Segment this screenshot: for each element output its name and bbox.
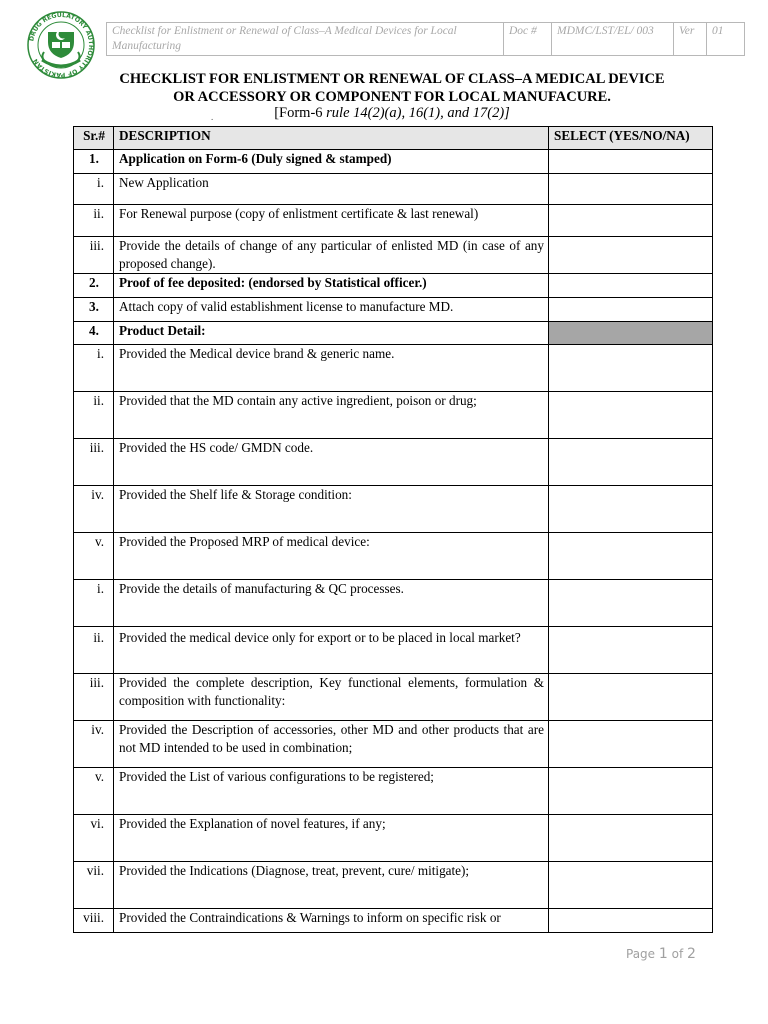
row-description: Proof of fee deposited: (endorsed by Statistical officer.) <box>114 274 549 298</box>
row-description: Product Detail: <box>114 322 549 345</box>
select-cell[interactable] <box>549 205 713 237</box>
page-title <box>74 70 710 106</box>
stray-dot: . <box>211 112 214 122</box>
table-row <box>74 205 713 237</box>
page-current: 1 <box>658 946 668 962</box>
row-sr: vii. <box>74 862 114 909</box>
form-name: [Form-6 <box>274 105 327 121</box>
row-sr: viii. <box>74 909 114 933</box>
select-cell[interactable] <box>549 815 713 862</box>
row-sr: iv. <box>74 721 114 768</box>
table-row <box>74 298 713 322</box>
table-row <box>74 486 713 533</box>
table-row <box>74 627 713 674</box>
table-row <box>74 392 713 439</box>
table-row <box>74 345 713 392</box>
row-description: Provide the details of manufacturing & QC processes. <box>114 580 549 627</box>
row-description: Provided the List of various configurations to be registered; <box>114 768 549 815</box>
row-sr: vi. <box>74 815 114 862</box>
select-cell[interactable] <box>549 862 713 909</box>
page-total: 2 <box>687 946 696 962</box>
row-sr: i. <box>74 345 114 392</box>
row-sr: v. <box>74 768 114 815</box>
of-word: of <box>671 947 684 961</box>
title-line-1: CHECKLIST FOR ENLISTMENT OR RENEWAL OF CLASS–A MEDICAL DEVICE <box>119 71 665 87</box>
table-header-row <box>74 127 713 150</box>
table-row <box>74 721 713 768</box>
table-row <box>74 150 713 174</box>
select-cell-shaded <box>549 322 713 345</box>
row-sr: ii. <box>74 627 114 674</box>
form-rule: rule 14(2)(a), 16(1), and 17(2)] <box>326 105 510 121</box>
table-row <box>74 862 713 909</box>
row-description: Provided the medical device only for export or to be placed in local market? <box>114 627 549 674</box>
row-description: Provided the HS code/ GMDN code. <box>114 439 549 486</box>
row-sr: 2. <box>74 274 114 298</box>
select-cell[interactable] <box>549 768 713 815</box>
row-sr: i. <box>74 174 114 205</box>
header-ver-label: Ver <box>674 23 707 56</box>
table-row <box>74 439 713 486</box>
row-sr: ii. <box>74 205 114 237</box>
select-cell[interactable] <box>549 486 713 533</box>
select-cell[interactable] <box>549 150 713 174</box>
select-cell[interactable] <box>549 298 713 322</box>
table-row <box>74 322 713 345</box>
checklist-table <box>73 126 713 933</box>
row-description: New Application <box>114 174 549 205</box>
column-header-description: DESCRIPTION <box>114 127 549 150</box>
select-cell[interactable] <box>549 533 713 580</box>
table-row <box>74 674 713 721</box>
header-doc-label: Doc # <box>504 23 552 56</box>
form-reference <box>74 104 710 122</box>
row-sr: iii. <box>74 439 114 486</box>
row-description: Provided the Description of accessories, other MD and other products that are not MD intended to be used in combination; <box>114 721 549 768</box>
header-doc-title: Checklist for Enlistment or Renewal of Class–A Medical Devices for Local Manufacturing <box>107 23 504 56</box>
column-header-select: SELECT (YES/NO/NA) <box>549 127 713 150</box>
table-row <box>74 909 713 933</box>
row-sr: iii. <box>74 674 114 721</box>
logo-ring-text: DRUG REGULATORY AUTHORITY OF PAKISTAN <box>28 11 95 79</box>
table-row <box>74 533 713 580</box>
table-row <box>74 768 713 815</box>
table-row <box>74 274 713 298</box>
page-number <box>626 946 696 962</box>
table-row <box>74 580 713 627</box>
select-cell[interactable] <box>549 674 713 721</box>
row-description: Provided that the MD contain any active ingredient, poison or drug; <box>114 392 549 439</box>
row-description: Provided the Contraindications & Warnings to inform on specific risk or <box>114 909 549 933</box>
table-row <box>74 237 713 274</box>
select-cell[interactable] <box>549 345 713 392</box>
table-row <box>74 815 713 862</box>
select-cell[interactable] <box>549 392 713 439</box>
document-header <box>106 22 745 56</box>
select-cell[interactable] <box>549 627 713 674</box>
table-row <box>74 174 713 205</box>
row-description: Provided the Medical device brand & generic name. <box>114 345 549 392</box>
row-description: Provided the Explanation of novel features, if any; <box>114 815 549 862</box>
select-cell[interactable] <box>549 237 713 274</box>
row-sr: 3. <box>74 298 114 322</box>
row-description: Provided the complete description, Key functional elements, formulation & composition with functionality: <box>114 674 549 721</box>
row-sr: 4. <box>74 322 114 345</box>
column-header-sr: Sr.# <box>74 127 114 150</box>
row-sr: 1. <box>74 150 114 174</box>
header-ver-value: 01 <box>707 23 745 56</box>
row-description: Application on Form-6 (Duly signed & stamped) <box>114 150 549 174</box>
select-cell[interactable] <box>549 909 713 933</box>
row-description: Provide the details of change of any particular of enlisted MD (in case of any proposed change). <box>114 237 549 274</box>
select-cell[interactable] <box>549 274 713 298</box>
row-description: Provided the Proposed MRP of medical device: <box>114 533 549 580</box>
row-description: Provided the Shelf life & Storage condition: <box>114 486 549 533</box>
row-sr: iv. <box>74 486 114 533</box>
row-description: For Renewal purpose (copy of enlistment certificate & last renewal) <box>114 205 549 237</box>
row-sr: iii. <box>74 237 114 274</box>
row-sr: i. <box>74 580 114 627</box>
row-sr: v. <box>74 533 114 580</box>
title-line-2: OR ACCESSORY OR COMPONENT FOR LOCAL MANUFACURE. <box>173 89 611 105</box>
row-description: Attach copy of valid establishment license to manufacture MD. <box>114 298 549 322</box>
select-cell[interactable] <box>549 580 713 627</box>
row-description: Provided the Indications (Diagnose, treat, prevent, cure/ mitigate); <box>114 862 549 909</box>
select-cell[interactable] <box>549 721 713 768</box>
row-sr: ii. <box>74 392 114 439</box>
page-word: Page <box>626 947 656 961</box>
select-cell[interactable] <box>549 439 713 486</box>
header-doc-number: MDMC/LST/EL/ 003 <box>552 23 674 56</box>
select-cell[interactable] <box>549 174 713 205</box>
